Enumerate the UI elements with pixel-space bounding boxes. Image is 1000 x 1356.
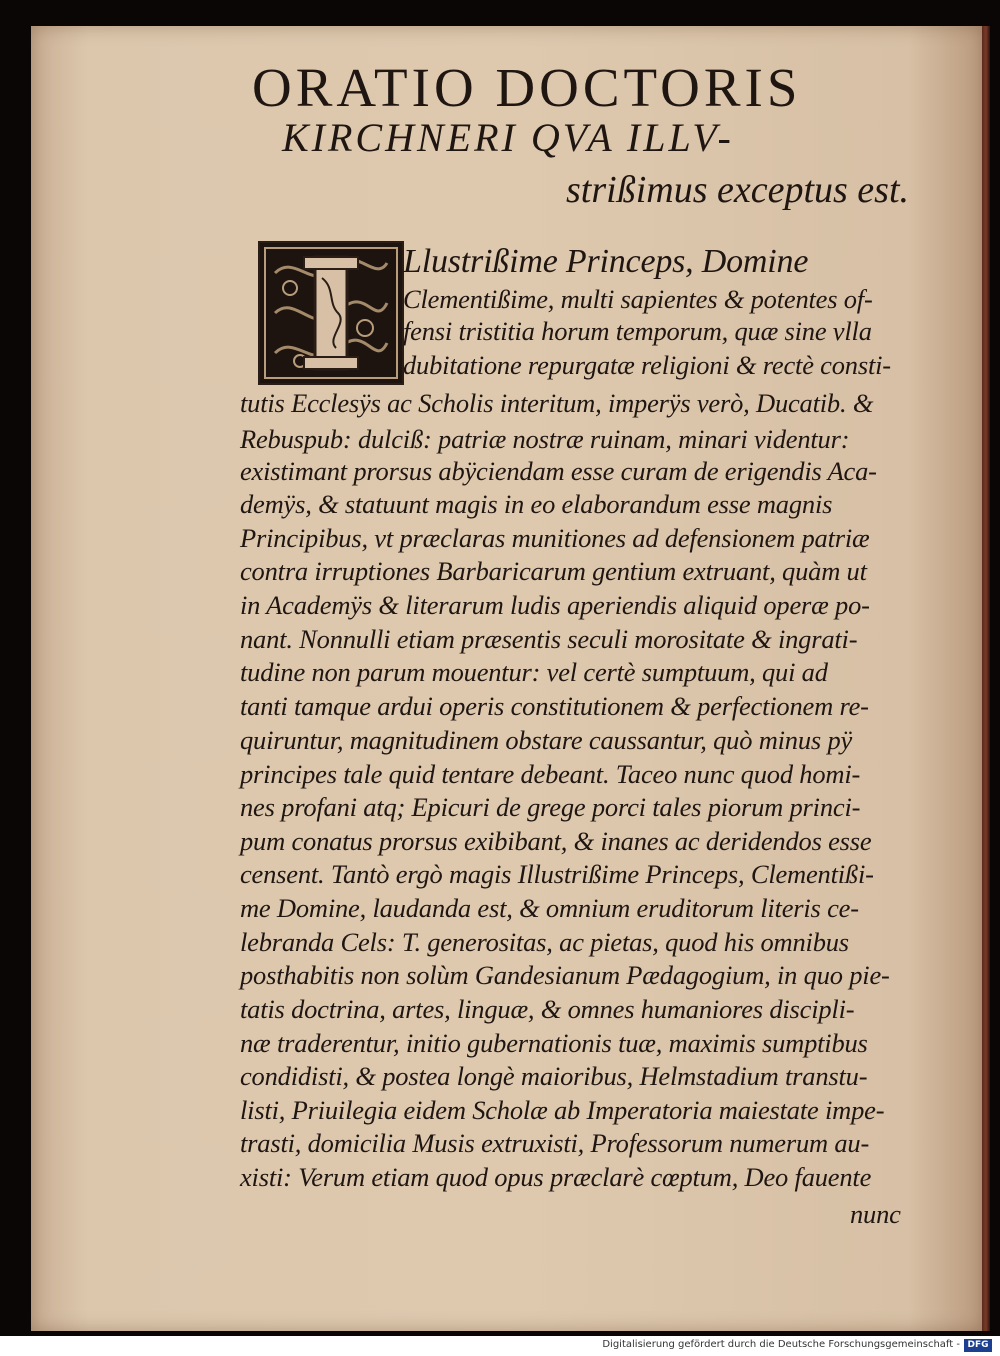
funding-credit: Digitalisierung gefördert durch die Deutsche Forschungsgemeinschaft - bbox=[602, 1339, 960, 1350]
text-line: nant. Nonnulli etiam præsentis seculi morositate & ingrati- bbox=[240, 624, 858, 654]
text-line: tanti tamque ardui operis constitutionem & perfectionem re- bbox=[240, 691, 869, 721]
text-line: principes tale quid tentare debeant. Taceo nunc quod homi- bbox=[240, 759, 861, 789]
text-line: Clementißime, multi sapientes & potentes of- bbox=[403, 284, 873, 314]
title-line-3: strißimus exceptus est. bbox=[566, 169, 910, 211]
text-line: xisti: Verum etiam quod opus præclarè cœptum, Deo fauente bbox=[240, 1162, 872, 1192]
text-line: trasti, domicilia Musis extruxisti, Professorum numerum au- bbox=[240, 1128, 870, 1158]
text-line: Principibus, vt præclaras munitiones ad defensionem patriæ bbox=[240, 523, 870, 553]
text-line: censent. Tantò ergò magis Illustrißime Princeps, Clementißi- bbox=[240, 859, 874, 889]
text-line: condidisti, & postea longè maioribus, Helmstadium transtu- bbox=[240, 1061, 868, 1091]
text-line: Llustrißime Princeps, Domine bbox=[403, 243, 809, 280]
text-line: næ traderentur, initio gubernationis tuæ, maximis sumptibus bbox=[240, 1028, 868, 1058]
text-line: dubitatione repurgatæ religioni & rectè consti- bbox=[403, 350, 891, 380]
text-line: demÿs, & statuunt magis in eo elaborandum esse magnis bbox=[240, 489, 833, 519]
dfg-logo-icon: DFG bbox=[964, 1339, 992, 1352]
text-line: pum conatus prorsus exibibant, & inanes ac deridendos esse bbox=[240, 826, 872, 856]
text-line: tatis doctrina, artes, linguæ, & omnes humaniores discipli- bbox=[240, 994, 855, 1024]
text-line: Rebuspub: dulciß: patriæ nostræ ruinam, minari videntur: bbox=[240, 424, 850, 454]
text-line: posthabitis non solùm Gandesianum Pædagogium, in quo pie- bbox=[240, 960, 890, 990]
text-line: quiruntur, magnitudinem obstare caussantur, quò minus pÿ bbox=[240, 725, 853, 755]
title-line-2: KIRCHNERI QVA ILLV- bbox=[282, 115, 734, 160]
ornamental-initial-icon bbox=[258, 241, 404, 385]
text-line: me Domine, laudanda est, & omnium eruditorum literis ce- bbox=[240, 893, 859, 923]
text-line: lebranda Cels: T. generositas, ac pietas, quod his omnibus bbox=[240, 927, 849, 957]
footer-bar bbox=[0, 1336, 1000, 1356]
text-line: in Academÿs & literarum ludis aperiendis aliquid operæ po- bbox=[240, 590, 870, 620]
text-line: tutis Ecclesÿs ac Scholis interitum, imperÿs verò, Ducatib. & bbox=[240, 388, 874, 418]
text-line: tudine non parum mouentur: vel certè sumptuum, qui ad bbox=[240, 657, 828, 687]
text-line: fensi tristitia horum temporum, quæ sine vlla bbox=[403, 316, 872, 346]
text-line: contra irruptiones Barbaricarum gentium extruant, quàm ut bbox=[240, 556, 867, 586]
page-edge bbox=[982, 26, 990, 1331]
text-line: nes profani atq; Epicuri de grege porci tales piorum princi- bbox=[240, 792, 861, 822]
text-line: listi, Priuilegia eidem Scholæ ab Imperatoria maiestate impe- bbox=[240, 1095, 885, 1125]
title-line-1: ORATIO DOCTORIS bbox=[252, 57, 802, 118]
text-line: existimant prorsus abÿciendam esse curam de erigendis Aca- bbox=[240, 456, 877, 486]
catchword: nunc bbox=[850, 1199, 901, 1229]
